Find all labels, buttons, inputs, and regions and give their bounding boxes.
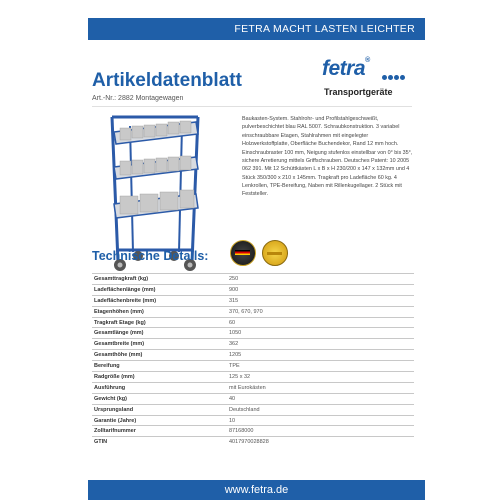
spec-row <box>92 393 414 404</box>
spec-label: Gesamtlänge (mm) <box>94 330 144 337</box>
spec-label: Zolltarifnummer <box>94 428 136 435</box>
spec-row <box>92 371 414 382</box>
spec-row <box>92 273 414 284</box>
spec-row <box>92 349 414 360</box>
spec-row <box>92 306 414 317</box>
title-divider <box>92 106 412 107</box>
spec-label: Garantie (Jahre) <box>94 417 137 424</box>
page-title: Artikeldatenblatt <box>92 70 242 91</box>
spec-value: 4017970028828 <box>229 439 269 446</box>
spec-value: 10 <box>229 417 236 424</box>
spec-value: 40 <box>229 395 236 402</box>
spec-label: Radgröße (mm) <box>94 373 135 380</box>
logo-brand-text: fetra® <box>322 57 370 80</box>
made-in-germany-badge <box>230 240 256 266</box>
spec-label: Bereifung <box>94 363 120 370</box>
spec-row <box>92 284 414 295</box>
spec-value: 1050 <box>229 330 242 337</box>
spec-value: 370, 670, 970 <box>229 308 263 315</box>
spec-label: Gesamthöhe (mm) <box>94 352 143 359</box>
spec-value: 60 <box>229 319 236 326</box>
spec-label: Ladeflächenbreite (mm) <box>94 297 157 304</box>
quality-badge <box>262 240 288 266</box>
spec-label: Ursprungsland <box>94 406 134 413</box>
spec-row <box>92 317 414 328</box>
spec-value: 250 <box>229 275 239 282</box>
spec-value: 1205 <box>229 352 242 359</box>
spec-value: 362 <box>229 341 239 348</box>
footer-url[interactable]: www.fetra.de <box>88 480 425 500</box>
spec-value: 87168000 <box>229 428 254 435</box>
article-number: Art.-Nr.: 2882 Montagewagen <box>92 95 184 102</box>
spec-value: mit Eurokästen <box>229 384 266 391</box>
spec-row <box>92 338 414 349</box>
spec-label: Ladeflächenlänge (mm) <box>94 286 156 293</box>
spec-row <box>92 327 414 338</box>
spec-row <box>92 360 414 371</box>
spec-label: Gesamtbreite (mm) <box>94 341 145 348</box>
spec-value: 125 x 32 <box>229 373 251 380</box>
spec-label: GTIN <box>94 439 108 446</box>
spec-value: 315 <box>229 297 239 304</box>
spec-value: Deutschland <box>229 406 260 413</box>
spec-label: Gewicht (kg) <box>94 395 128 402</box>
spec-row <box>92 415 414 426</box>
fetra-logo <box>320 57 420 101</box>
spec-row <box>92 404 414 415</box>
spec-value: TPE <box>229 363 240 370</box>
spec-label: Etagenhöhen (mm) <box>94 308 144 315</box>
spec-row <box>92 425 414 436</box>
product-description: Baukasten-System. Stahlrohr- und Profilstahlgeschweißt, pulverbeschichtet blau RAL 5007. Schraubkonstruktion. 3 variabel einschraubbare Etagen, Stahlrahmen mit eingelegter Holzwerkstoffplatte, Oberfläche Buchendekor, Rand 12 mm hoch. Einschraubraster 100 mm, Neigung stufenlos einstellbar von 0° bis 35°, sichere Arretierung mittels Griffschrauben. Deutsches Patent: 10 2005 062 391. Mit 12 Schüttkästen L x B x H 230/200 x 147 x 132mm und 4 Stück 350/300 x 210 x 145mm. Tragkraft pro Ladefläche 60 kg. 4 Lenkrollen, TPE-Bereifung, Naben mit Rillenkugellager. 2 Stück mit Feststeller. <box>242 116 413 198</box>
specs-table <box>92 273 414 447</box>
header-banner: FETRA MACHT LASTEN LEICHTER <box>88 18 425 40</box>
spec-label: Gesamttragkraft (kg) <box>94 275 149 282</box>
spec-row <box>92 436 414 447</box>
spec-label: Tragkraft Etage (kg) <box>94 319 146 326</box>
technical-details-title: Technische Details: <box>92 249 209 263</box>
spec-label: Ausführung <box>94 384 126 391</box>
spec-value: 900 <box>229 286 239 293</box>
spec-row <box>92 382 414 393</box>
logo-subtitle: Transportgeräte <box>324 87 393 97</box>
spec-row <box>92 295 414 306</box>
